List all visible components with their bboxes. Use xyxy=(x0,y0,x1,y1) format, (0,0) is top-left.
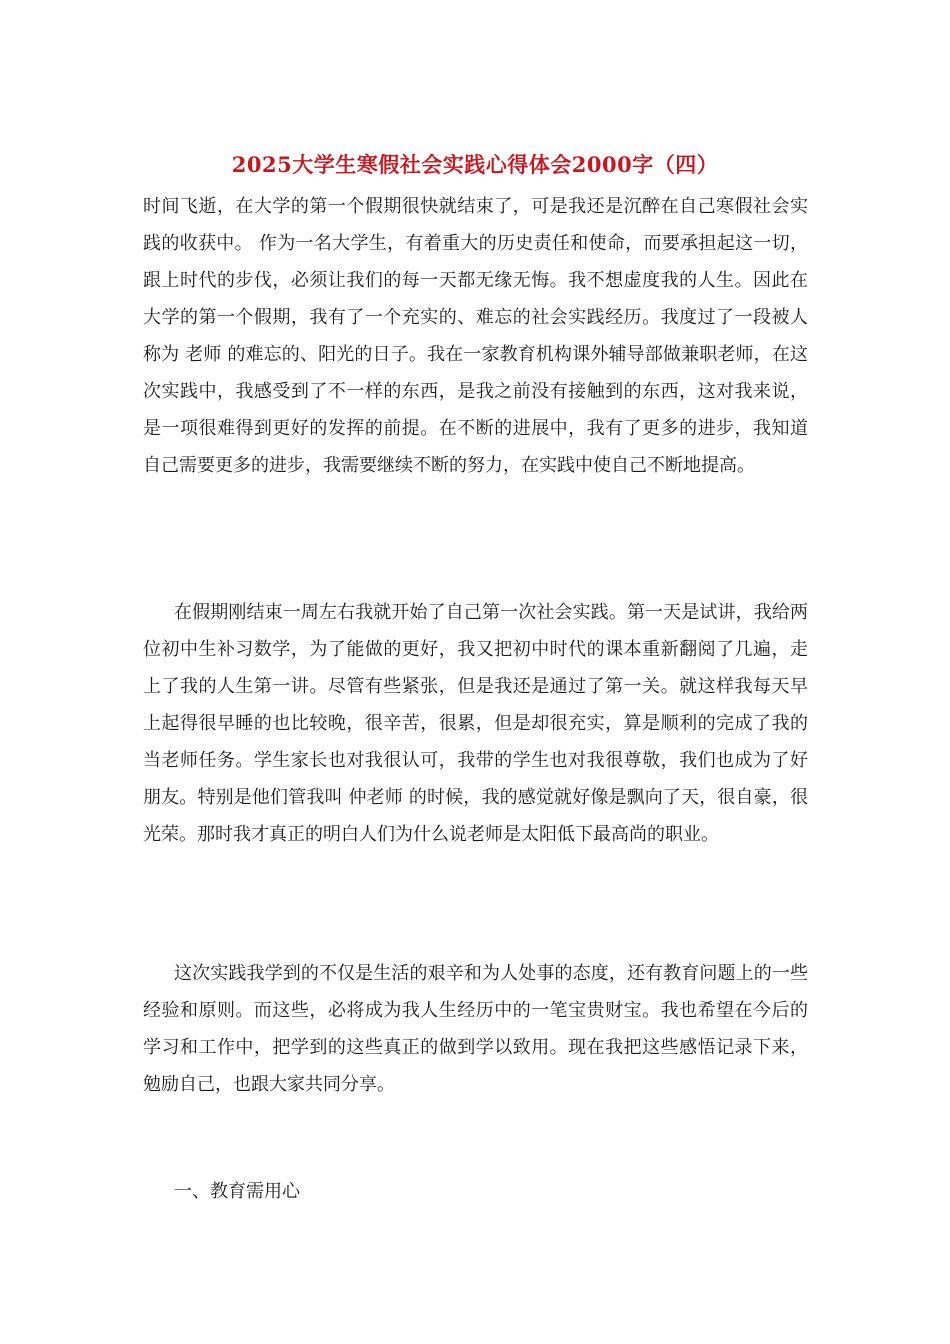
paragraph-1: 时间飞逝，在大学的第一个假期很快就结束了，可是我还是沉醉在自己寒假社会实践的收获中。 作为一名大学生，有着重大的历史责任和使命，而要承担起这一切，跟上时代的步伐，必须让我们的每一天都无缘无悔。我不想虚度我的人生。因此在大学的第一个假期，我有了一个充实的、难忘的社会实践经历。我度过了一段被人称为 老师 的难忘的、阳光的日子。我在一家教育机构课外辅导部做兼职老师，在这次实践中，我感受到了不一样的东西，是我之前没有接触到的东西，这对我来说，是一项很难得到更好的发挥的前提。在不断的进展中，我有了更多的进步，我知道自己需要更多的进步，我需要继续不断的努力，在实践中使自己不断地提高。 xyxy=(143,196,808,476)
section-heading: 一、教育需用心 xyxy=(174,1181,300,1202)
paragraph-2: 在假期刚结束一周左右我就开始了自己第一次社会实践。第一天是试讲，我给两位初中生补习数学，为了能做的更好，我又把初中时代的课本重新翻阅了几遍，走上了我的人生第一讲。尽管有些紧张，但是我还是通过了第一关。就这样我每天早上起得很早睡的也比较晚，很辛苦，很累，但是却很充实，算是顺利的完成了我的当老师任务。学生家长也对我很认可，我带的学生也对我很尊敬，我们也成为了好朋友。特别是他们管我叫 仲老师 的时候，我的感觉就好像是飘向了天，很自豪，很光荣。那时我才真正的明白人们为什么说老师是太阳低下最高尚的职业。 xyxy=(143,602,808,845)
paragraph-3: 这次实践我学到的不仅是生活的艰辛和为人处事的态度，还有教育问题上的一些经验和原则。而这些，必将成为我人生经历中的一笔宝贵财宝。我也希望在今后的学习和工作中，把学到的这些真正的做到学以致用。现在我把这些感悟记录下来，勉励自己，也跟大家共同分享。 xyxy=(143,963,808,1095)
document-title: 2025大学生寒假社会实践心得体会2000字（四） xyxy=(231,152,719,177)
